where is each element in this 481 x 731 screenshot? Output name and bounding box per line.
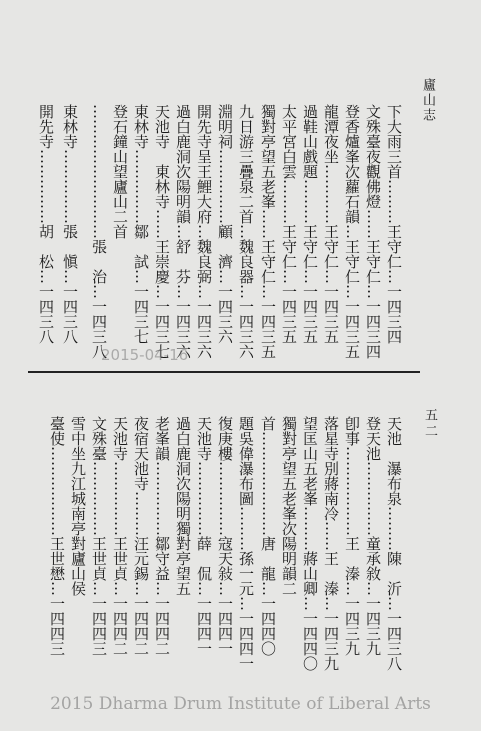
toc-entry: 龍潭夜坐…………王守仁…一四三五: [322, 104, 340, 344]
toc-entry: 太平宮白雲………王守仁…一四三五: [280, 104, 298, 344]
toc-entry: 過白鹿洞次陽明韻…舒 芬…一四三六: [174, 104, 192, 359]
book-title: 廬山志: [420, 78, 435, 123]
toc-entry: 東林寺……………鄒 試…一四三七: [132, 104, 150, 344]
toc-entry: 卽事………………王 溱…一四三九: [343, 416, 361, 656]
toc-entry: 淵明祠……………顧 濟…一四三六: [216, 104, 234, 344]
toc-entry: 開先寺……………胡 松…一四三八: [37, 104, 55, 344]
toc-entry: 過鞋山戲題………王守仁…一四三五: [301, 104, 319, 344]
toc-entry: 老峯韻……………鄒守益…一四四二: [153, 416, 171, 656]
toc-entry: 天池寺 東林寺……王崇慶…一四三七: [153, 104, 171, 359]
toc-entry: ………………………張 治…一四三八: [90, 104, 108, 359]
toc-entry: 題吳偉瀑布圖………孫一元…一四四一: [237, 416, 255, 671]
toc-entry: 東林寺……………張 愼…一四三八: [61, 104, 79, 344]
toc-entry: 臺使………………王世懋…一四四三: [48, 416, 66, 656]
toc-entry: 獨對亭望五老峯……王守仁…一四三五: [259, 104, 277, 359]
section-divider: [28, 371, 420, 373]
toc-entry: 文殊臺……………王世貞…一四四三: [90, 416, 108, 656]
toc-entry: 復庚樓……………寇天敍…一四四一: [216, 416, 234, 656]
toc-entry: 獨對亭望五老峯次陽明韻二: [280, 416, 298, 596]
toc-entry: 天池寺……………王世貞…一四四二: [111, 416, 129, 656]
toc-entry: 雪中坐九江城南亭對廬山侯: [69, 416, 87, 596]
toc-entry: 下大雨三首………王守仁…一四三四: [385, 104, 403, 344]
toc-entry: 登香爐峯次蘿石韻…王守仁…一四三五: [343, 104, 361, 359]
toc-entry: 過白鹿洞次陽明獨對亭望五: [174, 416, 192, 596]
toc-entry: 登天池……………童承敘…一四三九: [364, 416, 382, 656]
page-number: 五二: [422, 408, 437, 440]
date-stamp: 2015-04-16: [101, 346, 189, 364]
toc-entry: 登石鐘山望廬山二首: [111, 104, 129, 239]
toc-entry: 望匡山五老峯………蔣山卿…一四四〇: [301, 416, 319, 671]
toc-entry: 開先寺呈王鯉大府…魏良弼…一四三六: [195, 104, 213, 359]
toc-entry: 首…………………唐 龍…一四四〇: [259, 416, 277, 656]
toc-entry: 天池寺……………薛 侃…一四四一: [195, 416, 213, 656]
toc-entry: 九日游三疊泉二首…魏良器…一四三六: [237, 104, 255, 359]
watermark-footer: 2015 Dharma Drum Institute of Liberal Arts: [50, 694, 431, 714]
toc-entry: 文殊臺夜觀佛燈……王守仁…一四三四: [364, 104, 382, 359]
toc-entry: 落星寺別蔣南冷……王 溱…一四三九: [322, 416, 340, 671]
toc-entry: 夜宿天池寺………汪元錫…一四四二: [132, 416, 150, 656]
toc-entry: 天池 瀑布泉………陳 沂…一四三八: [385, 416, 403, 671]
